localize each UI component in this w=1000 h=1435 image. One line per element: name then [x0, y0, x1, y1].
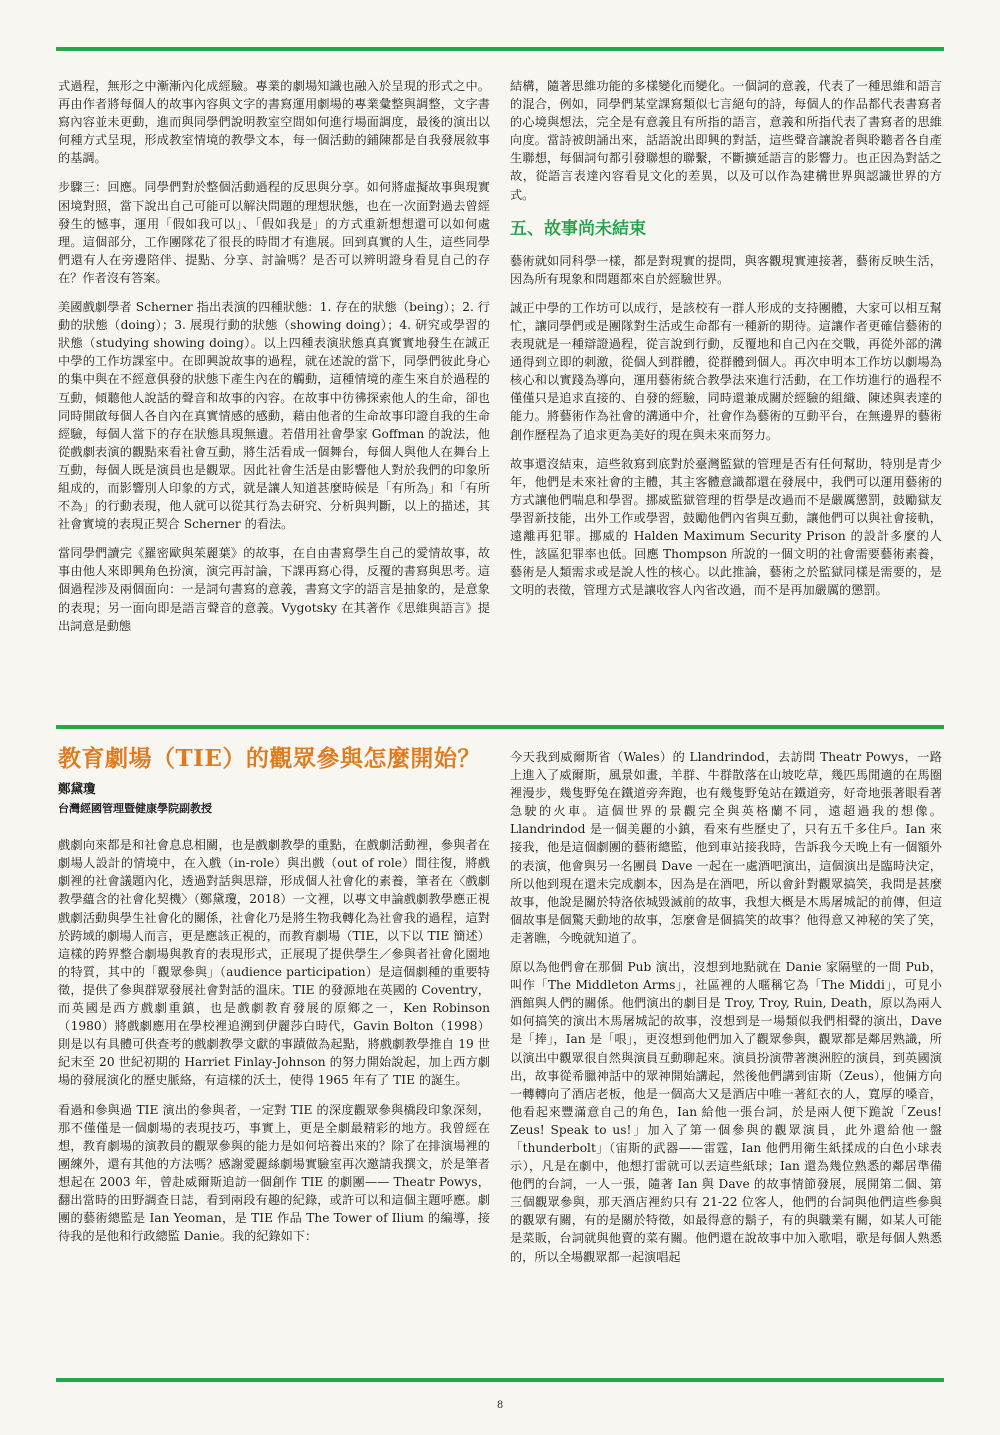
paragraph: 美國戲劇學者 Scherner 指出表演的四種狀態：1. 存在的狀態（being）；2. 行動的狀態（doing）；3. 展現行動的狀態（showing doing）；4. 研究或學習的狀態（studying showing doing）。以上四種表演狀態真真實實地發生在誠正中學的工作坊課室中。在即興說故事的過程，就在述說的當下，同學們彼此身心的集中與在不經意俱發的狀態下產生內在的觸動，這種情境的產生來自於過程的互動，傾聽他人說話的聲音和故事的內容。在故事中彷彿探索他人的生命，卻也同時開啟每個人各自內在真實情感的感動，藉由他者的生命故事印證自我的生命經驗，每個人當下的存在狀態具現無遺。若借用社會學家 Goffman 的說法，他從戲劇表演的觀點來看社會互動，將生活看成一個舞台，每個人與他人在舞台上互動，每個人既是演員也是觀眾。因此社會生活是由影響他人對於我們的印象所組成的，而影響別人印象的方式，就是讓人知道甚麼時候是「有所為」和「有所不為」的行動表現，他人就可以從其行為去研究、分析與判斷，以上的描述，其社會實境的表現正契合 Scherner 的看法。	[58, 300, 490, 532]
paragraph: 今天我到威爾斯省（Wales）的 Llandrindod，去訪問 Theatr Powys，一路上進入了威爾斯，風景如畫，羊群、牛群散落在山坡吃草，幾匹馬閒適的在馬圈裡漫步，幾隻野兔在鐵道旁奔跑，也有幾隻野兔站在鐵道旁，好奇地張著眼看著急駛的火車。這個世界的景觀完全與英格蘭不同，遠超過我的想像。Llandrindod 是一個美麗的小鎮，看來有些歷史了，只有五千多住戶。Ian 來接我，他是這個劇團的藝術總監，他到車站接我時，告訴我今天晚上有一個額外的表演，他會與另一名團員 Dave 一起在一處酒吧演出，這個演出是臨時決定，所以他到現在還未完成劇本，因為是在酒吧，所以會針對觀眾搞笑，我問是甚麼故事，他說是關於特洛依城毀滅前的故事，我想大概是木馬屠城記的前傳，但這個故事是個驚天動地的故事，怎麼會是個搞笑的故事？他得意又神秘的笑了笑，走著瞧，今晚就知道了。	[510, 750, 942, 945]
paragraph: 戲劇向來都是和社會息息相關，也是戲劇教學的重點，在戲劇活動裡，參與者在劇場人設計的情境中，在入戲（in-role）與出戲（out of role）間往復，將戲劇裡的社會議題內化，透過對話與思辯，形成個人社會化的素養，筆者在〈戲劇教學蘊含的社會化契機〉（鄭黛瓊，2018）一文裡，以專文申論戲劇教學應正視戲劇活動與學生社會化的關係，社會化乃是將生物我轉化為社會我的過程，這對於跨域的劇場人而言，更是應該正視的，而教育劇場（TIE，以下以 TIE 簡述）這樣的跨界整合劇場與教育的表現形式，正展現了提供學生／參與者社會化園地的特質，其中的「觀眾參與」（audience participation）是這個劇種的重要特徵，提供了參與群眾發展社會對話的溫床。TIE 的發源地在英國的 Coventry，而英國是西方戲劇重鎮，也是戲劇教育發展的原鄉之一，Ken Robinson（1980）將戲劇應用在學校裡追溯到伊麗莎白時代，Gavin Bolton（1998）則是以有具體可供查考的戲劇教學文獻的事蹟做為起點，將戲劇教學推自 19 世紀末至 20 世紀初期的 Harriet Finlay-Johnson 的努力開始說起，加上西方劇場的發展演化的歷史脈絡，有這樣的沃土，使得 1965 年有了 TIE 的誕生。	[58, 838, 490, 1088]
article-author: 鄭黛瓊	[58, 781, 96, 796]
article-right-column	[510, 748, 942, 1277]
bottom-rule	[56, 1378, 944, 1382]
paragraph: 看過和參與過 TIE 演出的參與者，一定對 TIE 的深度觀眾參與橋段印象深刻，那不僅僅是一個劇場的表現技巧，事實上，更是全劇最精彩的地方。我曾經在想，教育劇場的演教員的觀眾參與的能力是如何培養出來的？除了在排演場裡的團練外，還有其他的方法嗎？感謝愛麗絲劇場實驗室再次邀請我撰文，於是筆者想起在 2003 年，曾赴威爾斯追訪一個創作 TIE 的劇團—— Theatr Powys，翻出當時的田野調查日誌，看到兩段有趣的紀錄，或許可以和這個主題呼應。劇團的藝術總監是 Ian Yeoman，是 TIE 作品 The Tower of Ilium 的編導，接待我的是他和行政總監 Danie。我的紀錄如下：	[58, 1102, 490, 1244]
paragraph: 當同學們讀完《羅密歐與茱麗葉》的故事，在自由書寫學生自己的愛情故事，故事由他人來即興角色扮演，演完再討論，下課再寫心得，反覆的書寫與思考。這個過程涉及兩個面向：一是詞句書寫的意義，書寫文字的語言是抽象的，是意象的表現；另一面向即是語言聲音的意義。Vygotsky 在其著作《思維與語言》提出詞意是動態	[58, 546, 490, 633]
paragraph: 藝術就如同科學一樣，都是對現實的提問，與客觀現實連接著，藝術反映生活，因為所有現象和問題都來自於經驗世界。	[510, 253, 942, 286]
article-affiliation: 台灣經國管理暨健康學院副教授	[58, 802, 212, 816]
section-heading: 五、故事尚未結束	[510, 218, 646, 239]
paragraph: 故事還沒結束，這些敘寫到底對於臺灣監獄的管理是否有任何幫助，特別是青少年，他們是未來社會的主體，其主客體意識都還在發展中，我們可以運用藝術的方式讓他們喘息和學習。挪威監獄管理的哲學是改過而不是嚴厲懲罰，鼓勵獄友學習新技能，出外工作或學習，鼓勵他們內省與互動，讓他們可以與社會接軌，遠離再犯罪。挪威的 Halden Maximum Security Prison 的設計多麼的人性，該區犯罪率也低。回應 Thompson 所說的一個文明的社會需要藝術素養，藝術是人類需求或是說人性的核心。以此推論，藝術之於監獄同樣是需要的，是文明的表徵，管理方式是讓收容人內省改過，而不是再加嚴厲的懲罰。	[510, 456, 942, 598]
top-right-column	[510, 77, 942, 610]
article-title: 教育劇場（TIE）的觀眾參與怎麼開始？	[58, 745, 481, 772]
paragraph: 式過程，無形之中漸漸內化成經驗。專業的劇場知識也融入於呈現的形式之中。再由作者將每個人的故事內容與文字的書寫運用劇場的專業彙整與調整，文字書寫內容並未更動，進而與同學們說明教室空間如何進行場面調度，最後的演出以何種方式呈現，形成教室情境的教學文本，每一個活動的鋪陳都是自我發展敘事的基調。	[58, 79, 490, 166]
top-left-column	[58, 77, 490, 646]
page-number: 8	[496, 1400, 504, 1411]
paragraph: 原以為他們會在那個 Pub 演出，沒想到地點就在 Danie 家隔壁的一間 Pub，叫作「The Middleton Arms」，社區裡的人暱稱它為「The Middi」，可見小酒館與人們的關係。他們演出的劇目是 Troy, Troy, Ruin, Death，原以為兩人如何搞笑的演出木馬屠城記的故事，沒想到是一場類似我們相聲的演出，Dave 是「捧」，Ian 是「哏」，更沒想到他們加入了觀眾參與，觀眾都是鄰居熟識，所以演出中觀眾很自然與演員互動聊起來。演員扮演帶著澳洲腔的演員，到英國演出，故事從希臘神話中的眾神開始講起，然後他們講到宙斯（Zeus），他倆方向一轉轉向了酒店老板，他是一個高大又是酒店中唯一著紅衣的人，寬厚的嗓音，他看起來豐滿意自己的角色，Ian 給他一張台詞，於是兩人便下跪說「Zeus! Zeus! Speak to us!」加入了第一個參與的觀眾演員，此外還給他一盤「thunderbolt」（宙斯的武器——雷霆，Ian 他們用衛生紙揉成的白色小球表示），凡是在劇中，他想打雷就可以丟這些紙球；Ian 還為幾位熟悉的鄰居準備他們的台詞，一人一張，隨著 Ian 與 Dave 的故事情節發展，展開第二個、第三個觀眾參與，那天酒店裡約只有 21-22 位客人，他們的台詞與他們這些參與的觀眾有關，有的是關於特徵，如最得意的鬍子，有的與職業有關，如某人可能是菜販，台詞就與他賣的菜有關。他們還在說故事中加入歌唱，歌是每個人熟悉的，所以全場觀眾都一起演唱起	[510, 960, 942, 1264]
article-left-column	[58, 744, 490, 1256]
middle-rule	[56, 725, 944, 729]
top-rule	[56, 47, 944, 51]
paragraph: 結構，隨著思維功能的多樣變化而變化。一個詞的意義，代表了一種思維和語言的混合，例如，同學們某堂課寫類似七言絕句的詩，每個人的作品都代表書寫者的心境與想法，完全是有意義且有所指的語言，意義和所指代表了書寫者的思維向度。當詩被朗誦出來，話語說出即興的對話，這些聲音讓說者與聆聽者各自產生聯想，每個詞句都引發聯想的聯繫，不斷擴延語言的影響力。也正因為對話之故，從語言表達內容看見文化的差異，以及可以作為建構世界與認識世界的方式。	[510, 79, 942, 202]
paragraph: 誠正中學的工作坊可以成行，是該校有一群人形成的支持團體，大家可以相互幫忙，讓同學們或是團隊對生活或生命都有一種新的期待。這讓作者更確信藝術的表現就是一種辯證過程，從言說到行動，反覆地和自己內在交戰，再從外部的溝通得到立即的刺激，從個人到群體，從群體到個人。再次申明本工作坊以劇場為核心和以實踐為導向，運用藝術統合教學法來進行活動，在工作坊進行的過程不僅僅只是追求直接的、自發的經驗，同時還兼成關於經驗的組織、陳述與表達的能力。將藝術作為社會的溝通中介，社會作為藝術的互動平台，在無邊界的藝術創作歷程為了追求更為美好的現在與未來而努力。	[510, 300, 942, 442]
paragraph: 步驟三：回應。同學們對於整個活動過程的反思與分享。如何將虛擬故事與現實困境對照，當下說出自己可能可以解決問題的理想狀態，也在一次面對過去曾經發生的憾事，運用「假如我可以」、「假如我是」的方式重新想想還可以如何處理。這個部分，工作團隊花了很長的時間才有進展。回到真實的人生，這些同學們還有人在旁邊陪伴、提點、分享、討論嗎？是否可以辨明證身看見自己的存在？作者沒有答案。	[58, 180, 490, 285]
